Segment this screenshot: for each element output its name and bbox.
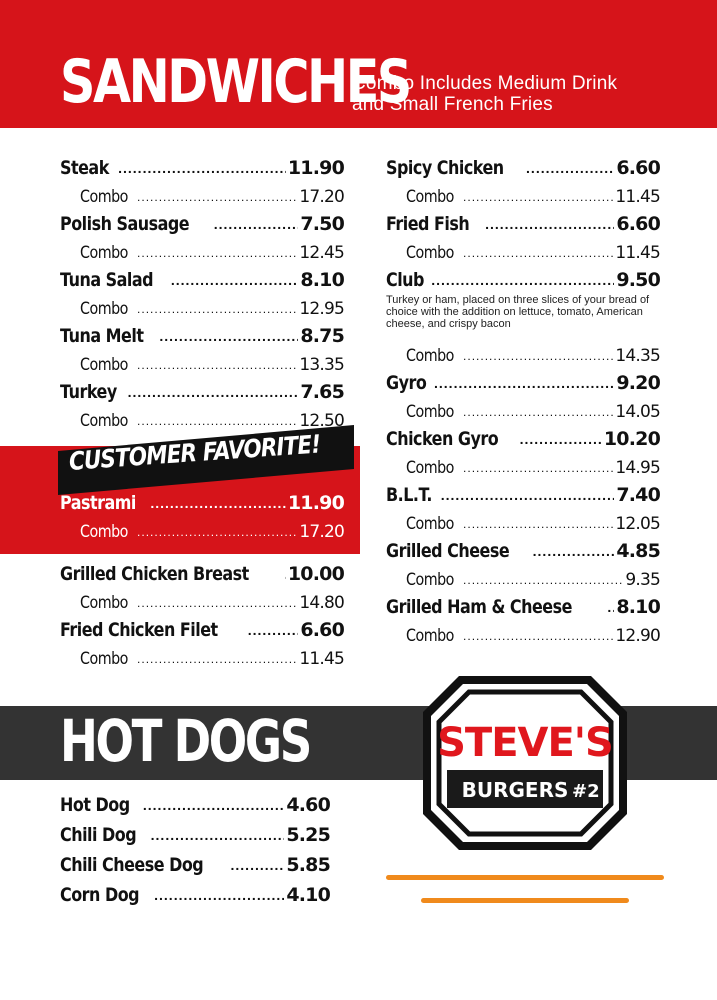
combo-price: 14.95 (615, 458, 660, 478)
customer-favorite-label: CUSTOMER FAVORITE! (68, 429, 322, 476)
dot-leader (231, 858, 285, 872)
item-price: 7.65 (300, 381, 344, 403)
menu-item-row (60, 846, 330, 876)
item-name: Tuna Salad (60, 269, 154, 291)
item-price: 5.85 (286, 854, 330, 876)
menu-item (60, 319, 344, 375)
combo-label: Combo (80, 593, 128, 613)
item-name: Steak (60, 157, 109, 179)
combo-label: Combo (80, 411, 128, 431)
item-price: 8.75 (300, 325, 344, 347)
combo-label: Combo (80, 522, 128, 542)
combo-price-row (60, 291, 344, 319)
item-price: 7.40 (616, 484, 660, 506)
item-name: Grilled Cheese (386, 540, 510, 562)
menu-item-row (60, 319, 344, 347)
dot-leader (526, 161, 614, 175)
combo-price: 11.45 (299, 649, 344, 669)
item-name: Tuna Melt (60, 325, 144, 347)
section-title-hot-dogs: HOT DOGS (60, 707, 310, 775)
menu-item (386, 534, 660, 590)
dot-leader (463, 630, 613, 642)
item-name: Grilled Chicken Breast (60, 563, 249, 585)
item-price: 9.50 (616, 269, 660, 291)
item-name: Polish Sausage (60, 213, 190, 235)
menu-item (386, 366, 660, 422)
item-name: Turkey (60, 381, 117, 403)
item-price: 11.90 (287, 157, 344, 179)
item-price: 6.60 (616, 157, 660, 179)
dot-leader (137, 359, 297, 371)
dot-leader (214, 217, 299, 231)
combo-price: 12.95 (299, 299, 344, 319)
combo-price-row (60, 403, 344, 431)
sandwich-list-right (386, 151, 660, 646)
menu-item (60, 263, 344, 319)
menu-item (60, 846, 330, 876)
dot-leader (150, 496, 286, 510)
item-name: Club (386, 269, 424, 291)
dot-leader (137, 526, 297, 538)
menu-item-row (386, 478, 660, 506)
combo-price: 14.80 (299, 593, 344, 613)
dot-leader (441, 488, 615, 502)
decorative-stripe (386, 875, 664, 880)
combo-price: 14.05 (615, 402, 660, 422)
combo-price-row (386, 506, 660, 534)
dot-leader (154, 888, 284, 902)
menu-item (60, 613, 344, 669)
logo-number: #2 (572, 781, 600, 802)
combo-price: 11.45 (615, 243, 660, 263)
item-name: Chicken Gyro (386, 428, 499, 450)
item-price: 6.60 (616, 213, 660, 235)
menu-item-row (386, 207, 660, 235)
menu-item-row (386, 534, 660, 562)
menu-item-row (60, 263, 344, 291)
dot-leader (137, 415, 297, 427)
combo-price: 13.35 (299, 355, 344, 375)
dot-leader (607, 600, 614, 614)
combo-label: Combo (406, 570, 454, 590)
item-name: Corn Dog (60, 884, 140, 906)
item-price: 7.50 (300, 213, 344, 235)
menu-item (386, 590, 660, 646)
combo-price: 12.45 (299, 243, 344, 263)
combo-price: 11.45 (615, 187, 660, 207)
combo-price-row (386, 235, 660, 263)
combo-label: Combo (406, 458, 454, 478)
section-title-sandwiches: SANDWICHES (60, 47, 410, 117)
item-price: 10.00 (287, 563, 344, 585)
sandwich-list-left (60, 151, 344, 669)
menu-item-row (60, 557, 344, 585)
combo-price: 12.90 (615, 626, 660, 646)
dot-leader (137, 247, 297, 259)
item-price: 11.90 (287, 492, 344, 514)
menu-item-row (386, 590, 660, 618)
item-name: B.L.T. (386, 484, 432, 506)
menu-item (386, 151, 660, 207)
combo-price-row (60, 514, 344, 542)
combo-price: 12.05 (615, 514, 660, 534)
dot-leader (118, 161, 286, 175)
combo-price-row (386, 618, 660, 646)
dot-leader (434, 376, 614, 390)
menu-item-row (60, 151, 344, 179)
combo-price-row (60, 585, 344, 613)
item-name: Chili Cheese Dog (60, 854, 204, 876)
menu-item (60, 207, 344, 263)
menu-item-row (386, 263, 660, 291)
menu-item-row (60, 375, 344, 403)
item-price: 6.60 (300, 619, 344, 641)
combo-price: 17.20 (299, 522, 344, 542)
item-price: 10.20 (603, 428, 660, 450)
dot-leader (431, 273, 614, 287)
dot-leader (520, 432, 602, 446)
dot-leader (171, 273, 299, 287)
combo-price: 17.20 (299, 187, 344, 207)
hot-dog-list (60, 786, 330, 906)
dot-leader (143, 798, 284, 812)
combo-price-row (60, 347, 344, 375)
dot-leader (485, 217, 614, 231)
combo-price: 14.35 (615, 346, 660, 366)
combo-label: Combo (406, 187, 454, 207)
combo-label: Combo (406, 346, 454, 366)
combo-price-row (60, 641, 344, 669)
menu-item-row (60, 207, 344, 235)
item-name: Chili Dog (60, 824, 137, 846)
combo-label: Combo (406, 514, 454, 534)
combo-price-row (60, 179, 344, 207)
combo-price-row (60, 235, 344, 263)
combo-price-row (386, 394, 660, 422)
item-description: Turkey or ham, placed on three slices of your bread of choice with the addition on lettuce, tomato, American cheese, and crispy bacon (386, 294, 650, 330)
item-price: 4.85 (616, 540, 660, 562)
combo-price-row (386, 450, 660, 478)
menu-item (386, 263, 660, 366)
dot-leader (463, 518, 613, 530)
menu-item (60, 151, 344, 207)
menu-item (60, 816, 330, 846)
item-name: Grilled Ham & Cheese (386, 596, 572, 618)
menu-item-row (60, 816, 330, 846)
combo-label: Combo (80, 355, 128, 375)
dot-leader (285, 567, 286, 581)
item-price: 4.10 (286, 884, 330, 906)
item-price: 8.10 (616, 596, 660, 618)
dot-leader (463, 462, 613, 474)
combo-note: Combo Includes Medium Drink and Small French Fries (352, 73, 618, 115)
menu-item (60, 557, 344, 613)
dot-leader (151, 828, 285, 842)
menu-item (386, 422, 660, 478)
logo-subtitle: BURGERS (461, 778, 569, 802)
menu-item (60, 786, 330, 816)
steves-burgers-logo (419, 672, 631, 854)
menu-item-row (60, 876, 330, 906)
item-name: Hot Dog (60, 794, 130, 816)
combo-label: Combo (406, 402, 454, 422)
item-price: 5.25 (286, 824, 330, 846)
logo-name: STEVE'S (437, 720, 613, 766)
menu-item (60, 876, 330, 906)
combo-price-row (386, 179, 660, 207)
item-price: 9.20 (616, 372, 660, 394)
menu-item-row (386, 422, 660, 450)
dot-leader (533, 544, 615, 558)
dot-leader (463, 350, 613, 362)
item-name: Spicy Chicken (386, 157, 504, 179)
dot-leader (137, 303, 297, 315)
combo-label: Combo (80, 649, 128, 669)
menu-item-row (60, 786, 330, 816)
item-price: 8.10 (300, 269, 344, 291)
dot-leader (137, 653, 297, 665)
dot-leader (128, 385, 299, 399)
combo-label: Combo (80, 299, 128, 319)
menu-item (386, 207, 660, 263)
combo-label: Combo (406, 243, 454, 263)
combo-price: 9.35 (625, 570, 660, 590)
dot-leader (137, 597, 297, 609)
dot-leader (463, 247, 613, 259)
dot-leader (159, 329, 298, 343)
combo-label: Combo (80, 243, 128, 263)
combo-price-row (386, 562, 660, 590)
combo-price-row (386, 338, 660, 366)
dot-leader (137, 191, 297, 203)
decorative-stripe (421, 898, 629, 903)
menu-item-row (386, 366, 660, 394)
item-name: Gyro (386, 372, 427, 394)
dot-leader (463, 191, 613, 203)
menu-item (386, 478, 660, 534)
combo-label: Combo (80, 187, 128, 207)
dot-leader (463, 574, 623, 586)
item-name: Fried Fish (386, 213, 470, 235)
dot-leader (463, 406, 613, 418)
dot-leader (248, 623, 299, 637)
item-price: 4.60 (286, 794, 330, 816)
menu-item (60, 375, 344, 431)
item-name: Fried Chicken Filet (60, 619, 218, 641)
item-name: Pastrami (60, 492, 136, 514)
menu-item-row (60, 613, 344, 641)
combo-price: 12.50 (299, 411, 344, 431)
menu-item-row (60, 486, 344, 514)
combo-label: Combo (406, 626, 454, 646)
menu-item-row (386, 151, 660, 179)
